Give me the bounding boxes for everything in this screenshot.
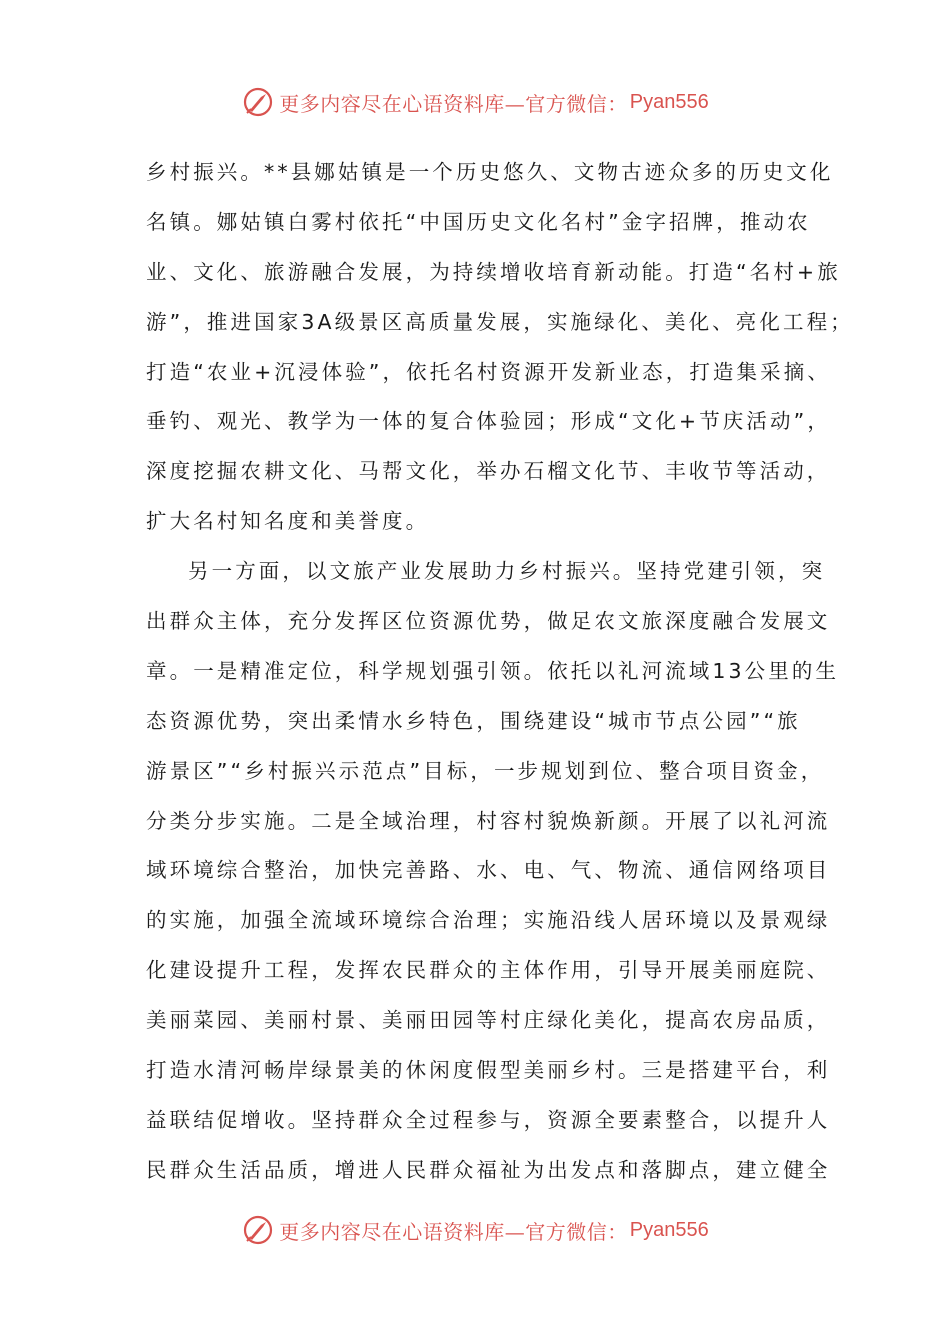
text-line: 名镇。娜姑镇白雾村依托“中国历史文化名村”金字招牌，推动农 (146, 209, 811, 234)
footer-watermark (0, 1210, 950, 1250)
text-line: 游景区”“乡村振兴示范点”目标，一步规划到位、整合项目资金， (146, 758, 825, 783)
text-line: 深度挖掘农耕文化、马帮文化，举办石榴文化节、丰收节等活动， (146, 459, 831, 484)
text-line: 扩大名村知名度和美誉度。 (146, 509, 430, 534)
header-brand-text: 更多内容尽在心语资料库—官方微信： (279, 91, 628, 116)
header-watermark (0, 82, 950, 122)
text-line: 垂钓、观光、教学为一体的复合体验园；形成“文化+节庆活动”， (146, 409, 831, 434)
text-line: 乡村振兴。**县娜姑镇是一个历史悠久、文物古迹众多的历史文化 (146, 160, 834, 184)
text-line: 化建设提升工程，发挥农民群众的主体作用，引导开展美丽庭院、 (146, 958, 831, 983)
text-line: 益联结促增收。坚持群众全过程参与，资源全要素整合，以提升人 (146, 1107, 831, 1132)
pen-nib-circle-icon (241, 1213, 275, 1247)
pen-nib-circle-icon (241, 85, 275, 119)
document-body (146, 148, 854, 1196)
text-line: 美丽菜园、美丽村景、美丽田园等村庄绿化美化，提高农房品质， (146, 1008, 831, 1033)
text-line: 分类分步实施。二是全域治理，村容村貌焕新颜。开展了以礼河流 (146, 808, 831, 833)
text-line: 的实施，加强全流域环境综合治理；实施沿线人居环境以及景观绿 (146, 908, 831, 933)
text-line: 业、文化、旅游融合发展，为持续增收培育新动能。打造“名村+旅 (146, 259, 841, 284)
text-line: 打造“农业+沉浸体验”，依托名村资源开发新业态，打造集采摘、 (146, 359, 831, 384)
text-line: 出群众主体，充分发挥区位资源优势，做足农文旅深度融合发展文 (146, 609, 831, 634)
text-line: 章。一是精准定位，科学规划强引领。依托以礼河流域13公里的生 (146, 658, 840, 683)
text-line: 态资源优势，突出柔情水乡特色，围绕建设“城市节点公园”“旅 (146, 708, 801, 733)
footer-brand-text: 更多内容尽在心语资料库—官方微信： (279, 1219, 628, 1244)
text-line: 民群众生活品质，增进人民群众福祉为出发点和落脚点，建立健全 (146, 1157, 831, 1182)
header-wechat-handle: Pyan556 (629, 90, 709, 113)
footer-wechat-handle: Pyan556 (629, 1218, 709, 1241)
paragraph-start-line: 另一方面，以文旅产业发展助力乡村振兴。坚持党建引领，突 (188, 559, 826, 584)
text-line: 域环境综合整治，加快完善路、水、电、气、物流、通信网络项目 (146, 858, 831, 883)
text-line: 打造水清河畅岸绿景美的休闲度假型美丽乡村。三是搭建平台，利 (146, 1058, 831, 1083)
text-line: 游”，推进国家3A级景区高质量发展，实施绿化、美化、亮化工程； (146, 309, 854, 334)
